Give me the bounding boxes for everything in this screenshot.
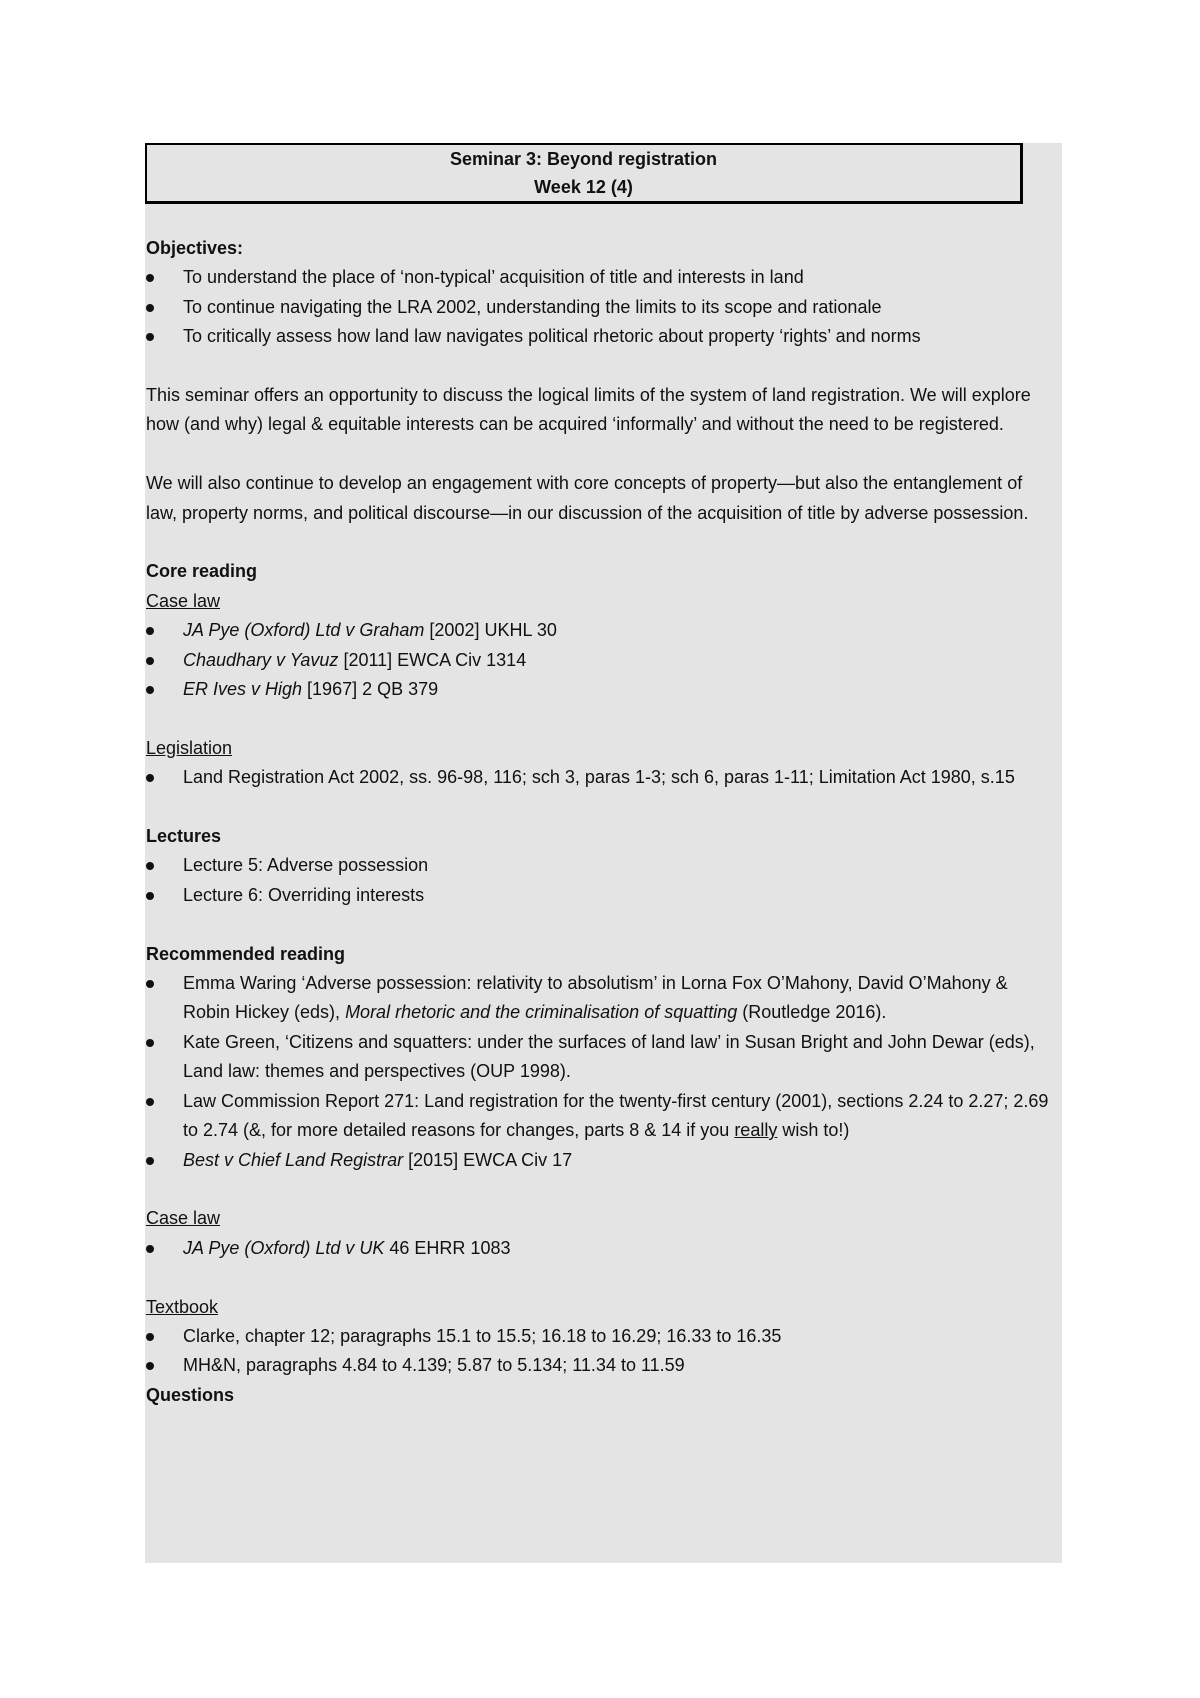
case-law-heading: Case law [146, 590, 221, 611]
case-citation: [2015] EWCA Civ 17 [403, 1149, 573, 1170]
list-item [146, 1234, 1051, 1263]
list-item [146, 646, 1051, 675]
recommended-reading-heading: Recommended reading [146, 943, 346, 964]
case-citation: [1967] 2 QB 379 [302, 679, 439, 700]
case-citation: [2002] UKHL 30 [424, 620, 557, 641]
reading-text: Emma Waring ‘Adverse possession: relativity to absolutism’ in Lorna Fox O’Mahony, David O’Mahony & Robin Hickey (eds), [183, 973, 1008, 1023]
list-item: Land Registration Act 2002, ss. 96-98, 116; sch 3, paras 1-3; sch 6, paras 1-11; Limitation Act 1980, s.15 [146, 763, 1051, 792]
emphasis-text: really [734, 1120, 778, 1141]
list-item: To critically assess how land law navigates political rhetoric about property ‘rights’ and norms [146, 322, 1051, 351]
textbook-heading: Textbook [146, 1296, 219, 1317]
case-citation: 46 EHRR 1083 [384, 1237, 511, 1258]
intro-paragraph-2: We will also continue to develop an engagement with core concepts of property—but also the entanglement of law, property norms, and political discourse—in our discussion of the acquisition of title by adverse possession. [146, 473, 1029, 523]
reading-text: wish to!) [777, 1120, 850, 1141]
case-citation: [2011] EWCA Civ 1314 [338, 649, 527, 670]
list-item: Clarke, chapter 12; paragraphs 15.1 to 15.5; 16.18 to 16.29; 16.33 to 16.35 [146, 1322, 1051, 1351]
seminar-title-box [145, 143, 1023, 204]
legislation-list [146, 763, 1051, 792]
reading-text: (Routledge 2016). [737, 1002, 887, 1023]
reading-text: Law Commission Report 271: Land registration for the twenty-first century (2001), sections 2.24 to 2.27; 2.69 to 2.74 (&, for more detailed reasons for changes, parts 8 & 14 if you [183, 1090, 1049, 1141]
list-item [146, 1146, 1051, 1175]
core-reading-heading: Core reading [146, 561, 258, 582]
case-name: JA Pye (Oxford) Ltd v UK [183, 1237, 385, 1258]
recommended-case-list [146, 1234, 1051, 1263]
list-item [146, 675, 1051, 704]
reading-title: Moral rhetoric and the criminalisation of squatting [345, 1002, 738, 1023]
list-item: Lecture 6: Overriding interests [146, 881, 1051, 910]
list-item [146, 1087, 1051, 1146]
list-item: Lecture 5: Adverse possession [146, 851, 1051, 880]
list-item: To continue navigating the LRA 2002, understanding the limits to its scope and rationale [146, 293, 1051, 322]
seminar-week: Week 12 (4) [534, 177, 633, 197]
list-item [146, 616, 1051, 645]
case-name: ER Ives v High [183, 679, 303, 700]
list-item [146, 969, 1051, 1028]
list-item: Kate Green, ‘Citizens and squatters: under the surfaces of land law’ in Susan Bright and John Dewar (eds), Land law: themes and perspectives (OUP 1998). [146, 1028, 1051, 1087]
list-item: MH&N, paragraphs 4.84 to 4.139; 5.87 to 5.134; 11.34 to 11.59 [146, 1351, 1051, 1380]
case-name: Chaudhary v Yavuz [183, 649, 339, 670]
seminar-title: Seminar 3: Beyond registration [449, 149, 718, 169]
case-name: JA Pye (Oxford) Ltd v Graham [183, 620, 425, 641]
recommended-case-law-heading: Case law [146, 1208, 221, 1229]
recommended-list [146, 969, 1051, 1175]
case-name: Best v Chief Land Registrar [183, 1149, 404, 1170]
lectures-heading: Lectures [146, 826, 222, 847]
objectives-list [146, 263, 1051, 351]
textbook-list [146, 1322, 1051, 1381]
intro-paragraph-1: This seminar offers an opportunity to discuss the logical limits of the system of land registration. We will explore how (and why) legal & equitable interests can be acquired ‘informally’ and without the need to be registered. [146, 385, 1031, 435]
questions-heading: Questions [146, 1384, 235, 1405]
objectives-heading: Objectives: [146, 238, 244, 258]
lectures-list [146, 851, 1051, 910]
core-case-list [146, 616, 1051, 704]
legislation-heading: Legislation [146, 737, 233, 758]
list-item: To understand the place of ‘non-typical’ acquisition of title and interests in land [146, 263, 1051, 292]
document-content [146, 234, 1051, 1410]
